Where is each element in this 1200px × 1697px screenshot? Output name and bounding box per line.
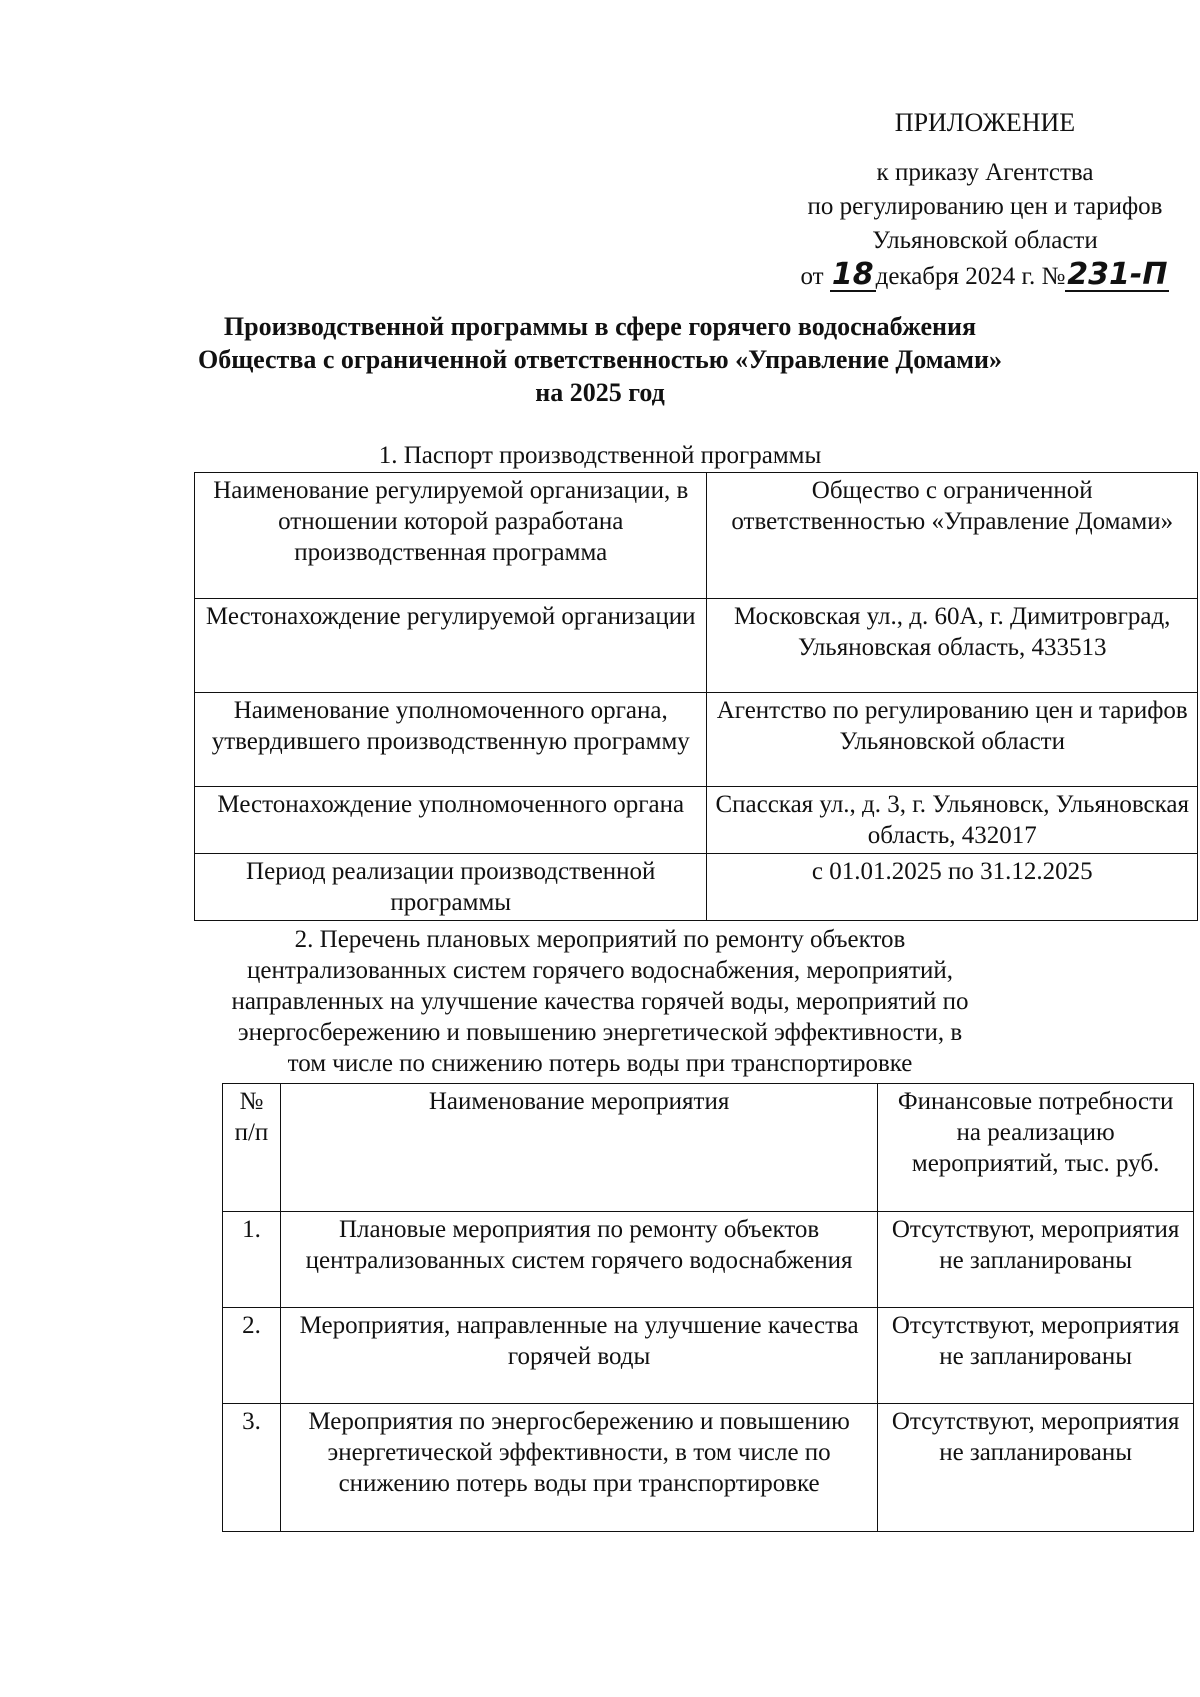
table-row [223, 1404, 1194, 1532]
handwritten-day: 18 [831, 257, 874, 292]
table-row [223, 1212, 1194, 1308]
column-header-number: № п/п [223, 1084, 281, 1212]
title-line-1: Производственной программы в сфере горячего водоснабжения [223, 312, 977, 341]
table-header-row [223, 1084, 1194, 1212]
passport-label: Местонахождение уполномоченного органа [195, 787, 707, 854]
row-number: 1. [223, 1212, 281, 1308]
passport-value: с 01.01.2025 по 31.12.2025 [707, 854, 1198, 921]
document-title [190, 310, 1010, 409]
column-header-cost: Финансовые потребности на реализацию мероприятий, тыс. руб. [878, 1084, 1194, 1212]
passport-label: Наименование уполномоченного органа, утвердившего производственную программу [195, 693, 707, 787]
table-row [195, 854, 1198, 921]
row-number: 3. [223, 1404, 281, 1532]
passport-value: Спасская ул., д. 3, г. Ульяновск, Ульяновская область, 432017 [707, 787, 1198, 854]
measure-cost: Отсутствуют, мероприятия не запланированы [878, 1404, 1194, 1532]
title-line-3: на 2025 год [535, 378, 665, 407]
measure-name: Плановые мероприятия по ремонту объектов централизованных систем горячего водоснабжения [280, 1212, 877, 1308]
section2-heading: 2. Перечень плановых мероприятий по ремонту объектов централизованных систем горячего водоснабжения, мероприятий, направленных на улучшение качества горячей воды, мероприятий по энергосбережению и повышению энергетической эффективности, в том числе по снижению потерь воды при транспортировке [231, 926, 969, 1077]
order-reference-line: к приказу Агентства [876, 159, 1094, 186]
measure-name: Мероприятия, направленные на улучшение качества горячей воды [280, 1308, 877, 1404]
appendix-heading: ПРИЛОЖЕНИЕ [894, 108, 1076, 137]
date-prefix: от [800, 263, 824, 290]
measure-cost: Отсутствуют, мероприятия не запланированы [878, 1308, 1194, 1404]
passport-label: Местонахождение регулируемой организации [195, 599, 707, 693]
measure-cost: Отсутствуют, мероприятия не запланированы [878, 1212, 1194, 1308]
passport-value: Агентство по регулированию цен и тарифов Ульяновской области [707, 693, 1198, 787]
title-line-2: Общества с ограниченной ответственностью «Управление Домами» [197, 345, 1002, 374]
passport-label: Наименование регулируемой организации, в отношении которой разработана производственная программа [195, 473, 707, 599]
date-rest: декабря 2024 г. № [875, 263, 1066, 290]
agency-line: по регулированию цен и тарифов [807, 193, 1163, 220]
passport-value: Общество с ограниченной ответственностью «Управление Домами» [707, 473, 1198, 599]
table-row [195, 787, 1198, 854]
passport-value: Московская ул., д. 60А, г. Димитровград, Ульяновская область, 433513 [707, 599, 1198, 693]
handwritten-order-number: 231-П [1067, 257, 1168, 292]
section1-heading: 1. Паспорт производственной программы [378, 442, 822, 469]
row-number: 2. [223, 1308, 281, 1404]
table-row [223, 1308, 1194, 1404]
column-header-name: Наименование мероприятия [280, 1084, 877, 1212]
measure-name: Мероприятия по энергосбережению и повышению энергетической эффективности, в том числе по снижению потерь воды при транспортировке [280, 1404, 877, 1532]
table-row [195, 599, 1198, 693]
order-date-line [760, 257, 1200, 294]
passport-label: Период реализации производственной программы [195, 854, 707, 921]
passport-table [194, 472, 1198, 921]
table-row [195, 693, 1198, 787]
measures-table [222, 1083, 1194, 1532]
table-row [195, 473, 1198, 599]
region-line: Ульяновской области [872, 227, 1098, 254]
